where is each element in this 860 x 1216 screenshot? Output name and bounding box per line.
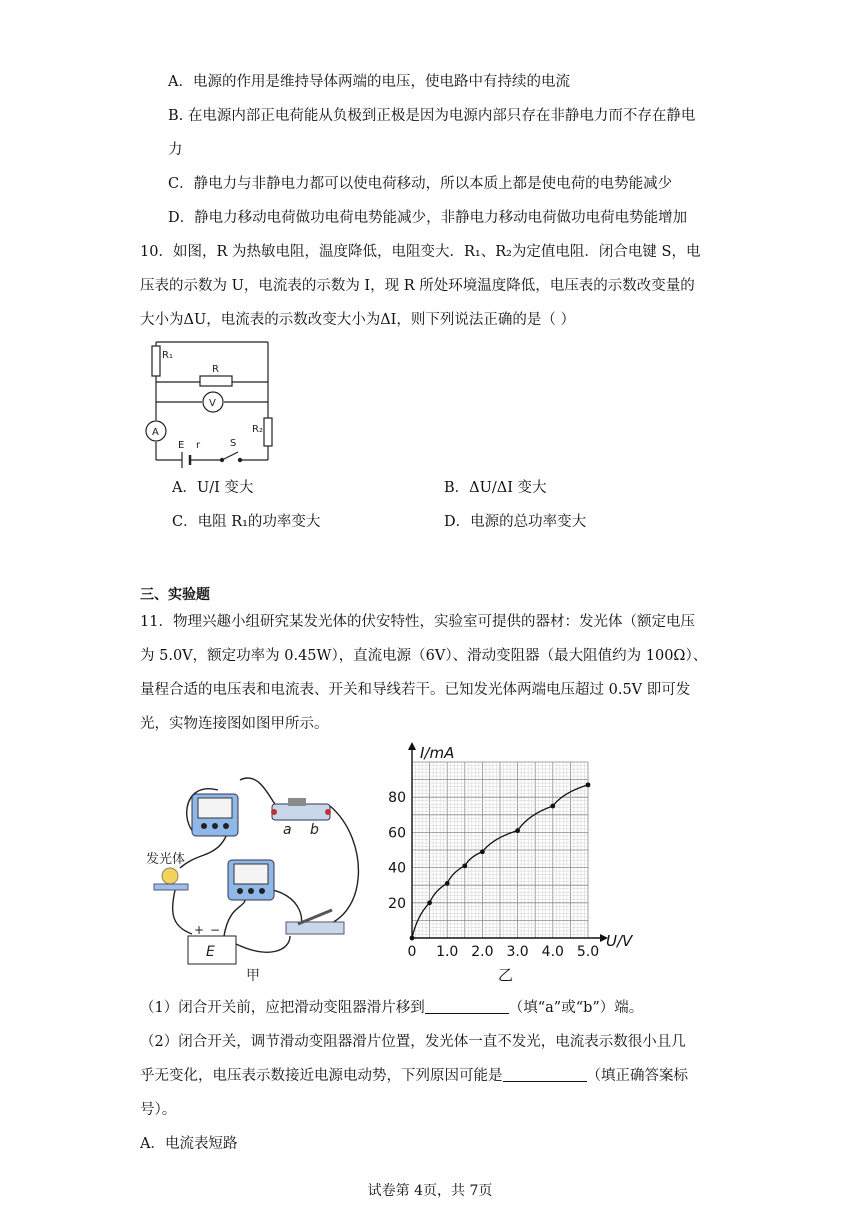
q11-sub1-text-after: （填“a”或“b”）端。 bbox=[508, 1000, 644, 1016]
q11-sub2-text-after: （填正确答案标 bbox=[586, 1068, 688, 1084]
q11-option-a: A．电流表短路 bbox=[140, 1136, 238, 1152]
chart-ylabel: I/mA bbox=[420, 744, 455, 762]
data-point bbox=[550, 804, 555, 809]
chart-caption: 乙 bbox=[498, 966, 514, 984]
q11-stem-line4: 光，实物连接图如图甲所示。 bbox=[140, 716, 329, 732]
q10-stem-line1: 10．如图，R 为热敏电阻，温度降低，电阻变大．R₁、R₂为定值电阻．闭合电键 S，电 bbox=[140, 244, 701, 260]
q11-sub2-line2 bbox=[140, 1066, 688, 1086]
data-point bbox=[427, 900, 432, 905]
label-v: V bbox=[209, 398, 216, 409]
q11-sub2-line3: 号）。 bbox=[140, 1102, 177, 1118]
label-r-internal: r bbox=[196, 440, 201, 451]
y-tick-label: 40 bbox=[388, 860, 406, 877]
q10-option-b: B．ΔU/ΔI 变大 bbox=[444, 480, 547, 496]
q9-option-b-cont: 力 bbox=[168, 142, 183, 158]
rheostat-label-a: a bbox=[283, 822, 292, 838]
q9-option-b: B. 在电源内部正电荷能从负极到正极是因为电源内部只存在非静电力而不存在静电 bbox=[168, 108, 696, 124]
label-r: R bbox=[212, 364, 219, 375]
q9-option-c: C．静电力与非静电力都可以使电荷移动，所以本质上都是使电荷的电势能减少 bbox=[168, 176, 673, 192]
switch-icon bbox=[286, 910, 344, 934]
data-point bbox=[410, 936, 415, 941]
answer-blank-1[interactable] bbox=[425, 999, 509, 1014]
label-a: A bbox=[152, 427, 159, 438]
data-point bbox=[515, 828, 520, 833]
q11-sub2-line1: （2）闭合开关，调节滑动变阻器滑片位置，发光体一直不发光，电流表示数很小且几 bbox=[140, 1034, 686, 1050]
figure-jia-apparatus bbox=[140, 760, 370, 986]
section-title: 三、实验题 bbox=[140, 587, 210, 603]
y-axis-arrow bbox=[408, 742, 416, 750]
figure-yi-chart bbox=[384, 736, 644, 988]
y-tick-label: 80 bbox=[388, 790, 406, 807]
q11-sub2-text: 乎无变化，电压表示数接近电源电动势，下列原因可能是 bbox=[140, 1068, 503, 1084]
bulb-icon bbox=[154, 868, 188, 890]
q11-stem-line3: 量程合适的电压表和电流表、开关和导线若干。已知发光体两端电压超过 0.5V 即可发 bbox=[140, 682, 691, 698]
rheostat-icon bbox=[271, 798, 331, 820]
x-tick-label: 0 bbox=[407, 944, 417, 960]
data-point bbox=[480, 849, 485, 854]
battery-label: E bbox=[206, 944, 215, 960]
q10-circuit-diagram bbox=[140, 334, 280, 470]
y-tick-label: 60 bbox=[388, 825, 406, 842]
q11-stem-line1: 11．物理兴趣小组研究某发光体的伏安特性，实验室可提供的器材：发光体（额定电压 bbox=[140, 614, 695, 630]
data-point bbox=[462, 863, 467, 868]
q11-sub1-text: （1）闭合开关前，应把滑动变阻器滑片移到 bbox=[140, 1000, 425, 1016]
q10-stem-line2: 压表的示数为 U，电流表的示数为 I，现 R 所处环境温度降低，电压表的示数改变量的 bbox=[140, 278, 695, 294]
rheostat-label-b: b bbox=[310, 822, 319, 838]
data-point bbox=[445, 881, 450, 886]
x-tick-label: 1.0 bbox=[436, 944, 459, 960]
x-tick-label: 5.0 bbox=[576, 944, 600, 960]
device-label: 发光体 bbox=[146, 852, 186, 867]
page-footer: 试卷第 4页，共 7页 bbox=[367, 1183, 493, 1199]
label-r2: R₂ bbox=[252, 424, 263, 435]
q9-option-d: D．静电力移动电荷做功电荷电势能减少，非静电力移动电荷做功电荷电势能增加 bbox=[168, 210, 688, 226]
data-point bbox=[586, 782, 591, 787]
x-tick-label: 2.0 bbox=[471, 944, 494, 960]
q10-option-d: D．电源的总功率变大 bbox=[444, 514, 587, 530]
answer-blank-2[interactable] bbox=[503, 1067, 587, 1082]
label-e: E bbox=[178, 440, 185, 451]
q10-option-a: A．U/I 变大 bbox=[172, 480, 254, 496]
ammeter-icon bbox=[192, 794, 238, 836]
svg-text:+: + bbox=[194, 923, 205, 937]
q11-stem-line2: 为 5.0V，额定功率为 0.45W），直流电源（6V）、滑动变阻器（最大阻值约为 100Ω）、 bbox=[140, 648, 708, 664]
q10-stem-line3: 大小为ΔU，电流表的示数改变大小为ΔI，则下列说法正确的是（ ） bbox=[140, 312, 575, 328]
chart-xlabel: U/V bbox=[606, 932, 633, 950]
x-tick-label: 3.0 bbox=[506, 944, 529, 960]
y-tick-label: 20 bbox=[388, 895, 406, 912]
label-s: S bbox=[230, 438, 237, 449]
svg-text:−: − bbox=[210, 923, 221, 937]
label-r1: R₁ bbox=[162, 350, 173, 361]
voltmeter-icon bbox=[228, 860, 274, 900]
x-tick-label: 4.0 bbox=[541, 944, 564, 960]
q9-option-a: A．电源的作用是维持导体两端的电压，使电路中有持续的电流 bbox=[168, 74, 570, 90]
q10-option-c: C．电阻 R₁的功率变大 bbox=[172, 514, 321, 530]
q11-sub1 bbox=[140, 998, 643, 1018]
figure-jia-caption: 甲 bbox=[246, 968, 260, 984]
